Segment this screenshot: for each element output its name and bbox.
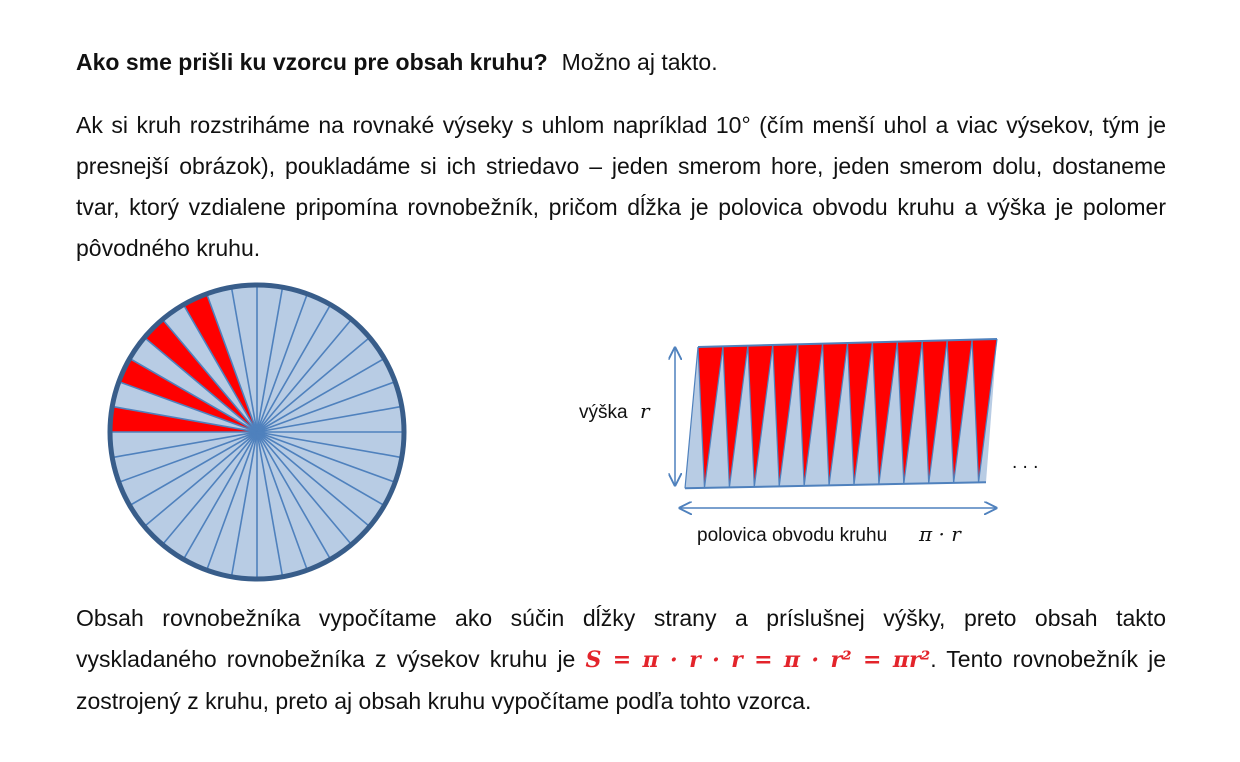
wedge-parallelogram — [685, 339, 997, 488]
heading-question: Ako sme prišli ku vzorcu pre obsah kruhu? — [76, 49, 548, 75]
sectored-circle — [110, 285, 404, 579]
height-symbol: r — [640, 399, 650, 423]
conclusion-text-after: . Tento rovnobežník je zostrojený z kruhu, preto aj obsah kruhu vypočítame podľa tohto vzorca. — [76, 646, 1166, 714]
continuation-dots: . . . — [1012, 452, 1039, 473]
conclusion-text-before: Obsah rovnobežníka vypočítame ako súčin dĺžky strany a príslušnej výšky, preto obsah takto vyskladaného rovnobežníka z výsekov kruhu je — [76, 605, 1166, 672]
paragraph-conclusion — [76, 598, 1166, 722]
heading-answer: Možno aj takto. — [561, 49, 718, 75]
area-formula: S = π · r · r = π · r² = πr² — [585, 647, 931, 673]
paragraph-explanation: Ak si kruh rozstriháme na rovnaké výseky s uhlom napríklad 10° (čím menší uhol a viac výsekov, tým je presnejší obrázok), poukladáme si ich striedavo – jeden smerom hore, jeden smerom dolu, dostaneme tvar, ktorý vzdialene pripomína rovnobežník, pričom dĺžka je polovica obvodu kruhu a výška je polomer pôvodného kruhu. — [76, 112, 1166, 261]
length-label: polovica obvodu kruhu — [697, 525, 888, 546]
height-label: výška — [579, 402, 628, 423]
length-symbol: π · r — [919, 522, 961, 546]
